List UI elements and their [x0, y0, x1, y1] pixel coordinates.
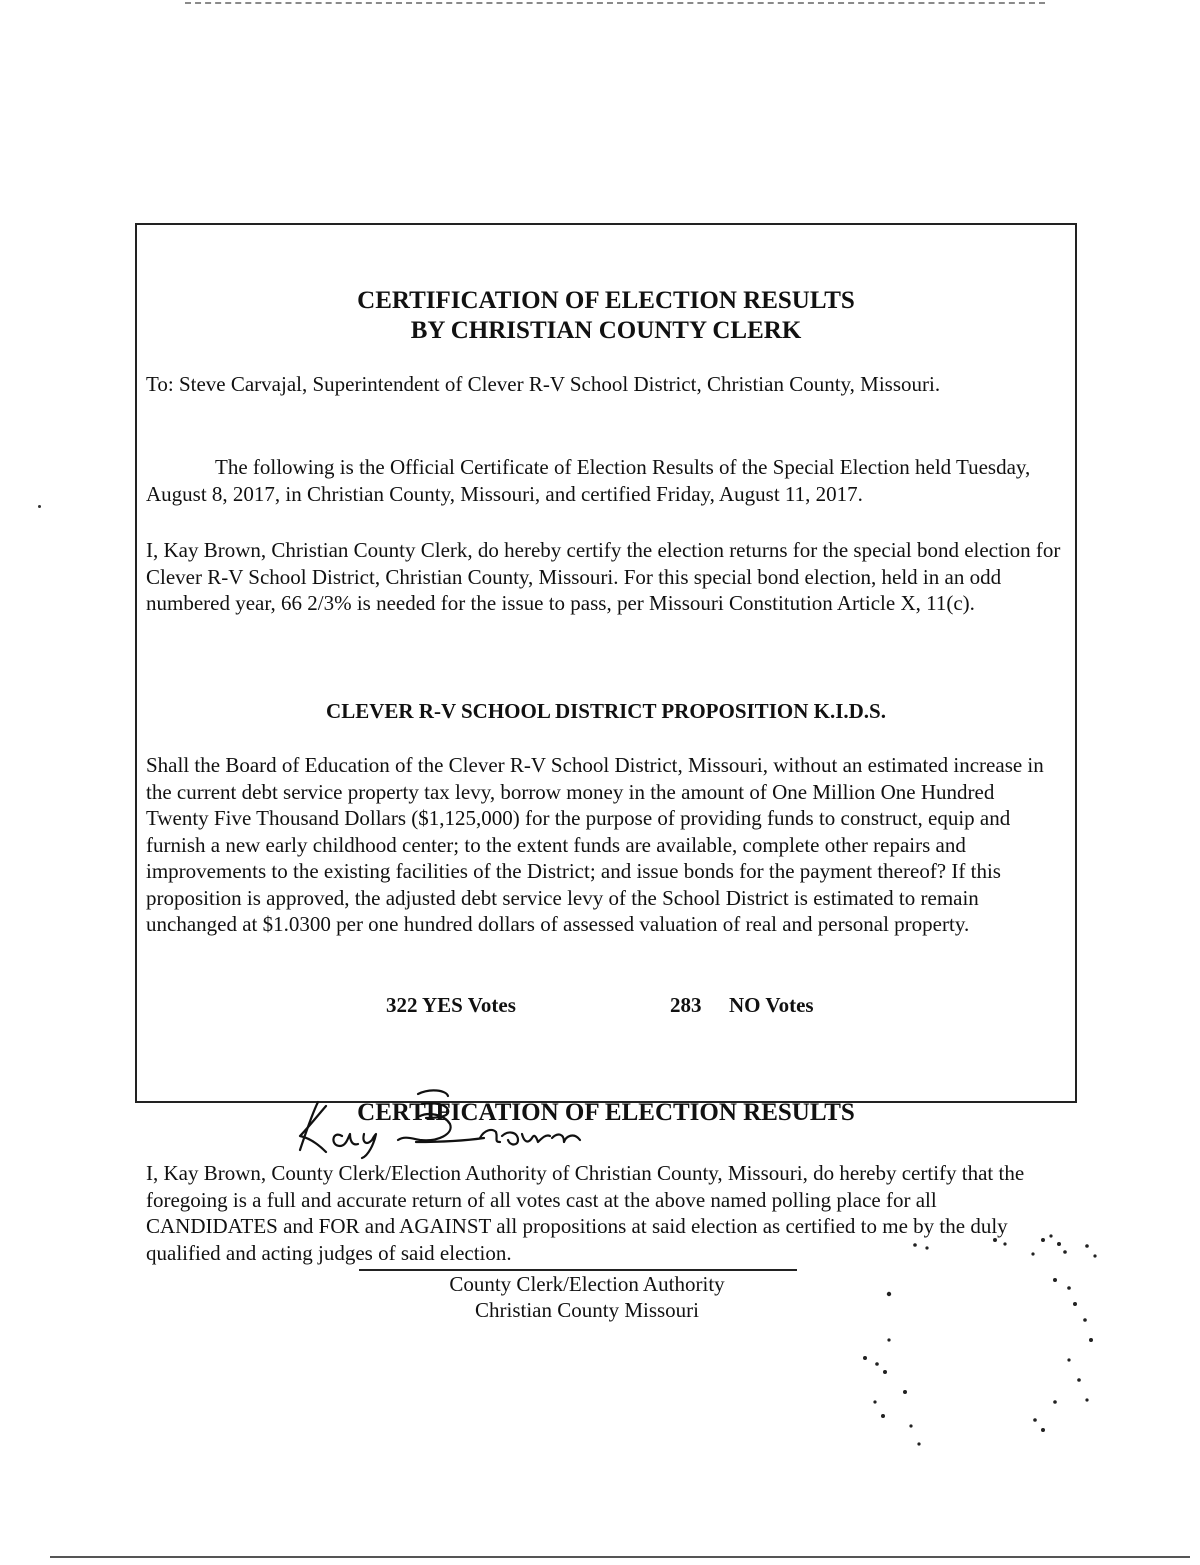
handwritten-signature: [270, 1080, 650, 1160]
embossed-seal-marks: [855, 1230, 1115, 1550]
signature-caption-title: County Clerk/Election Authority: [449, 1272, 725, 1296]
no-votes-count: 283: [670, 993, 702, 1017]
clerk-certification-paragraph: I, Kay Brown, Christian County Clerk, do hereby certify the election returns for the special bond election for Clever R-V School District, Christian County, Missouri. For this special bond election, held in an odd numbered year, 66 2/3% is needed for the issue to pass, per Missouri Constitution Article X, 11(c).: [146, 538, 1061, 615]
certificate-frame: [135, 223, 1077, 1322]
proposition-text: Shall the Board of Education of the Clever R-V School District, Missouri, without an estimated increase in the current debt service property tax levy, borrow money in the amount of One Million One Hundred Twenty Five Thousand Dollars ($1,125,000) for the purpose of providing funds to construct, equip and furnish a new early childhood center; to the extent funds are available, complete other repairs and improvements to the existing facilities of the District; and issue bonds for the payment thereof? If this proposition is approved, the adjusted debt service levy of the School District is estimated to remain unchanged at $1.0300 per one hundred dollars of assessed valuation of real and personal property.: [146, 753, 1044, 936]
yes-votes: 322 YES Votes: [386, 993, 516, 1017]
certificate-title: CERTIFICATION OF ELECTION RESULTS: [357, 287, 855, 314]
proposition-title: CLEVER R-V SCHOOL DISTRICT PROPOSITION K.I.D.S.: [326, 699, 886, 723]
final-certification-paragraph: I, Kay Brown, County Clerk/Election Authority of Christian County, Missouri, do hereby certify that the foregoing is a full and accurate return of all votes cast at the above named polling place for all CANDIDATES and FOR and AGAINST all propositions at said election as certified to me by the duly qualified and acting judges of said election.: [146, 1161, 1025, 1265]
signature-caption-county: Christian County Missouri: [474, 1298, 700, 1322]
scan-artifact-bottom: [50, 1556, 1190, 1558]
certification-heading: CERTIFICATION OF ELECTION RESULTS: [357, 1099, 855, 1126]
scan-artifact-top: [185, 2, 1045, 4]
intro-paragraph: The following is the Official Certificate of Election Results of the Special Election held Tuesday, August 8, 2017, in Christian County, Missouri, and certified Friday, August 11, 2017.: [146, 455, 1031, 506]
no-votes-label: NO Votes: [729, 993, 814, 1017]
scan-speck: [38, 505, 41, 508]
certificate-subtitle: BY CHRISTIAN COUNTY CLERK: [410, 317, 802, 344]
addressee-line: To: Steve Carvajal, Superintendent of Clever R-V School District, Christian County, Missouri.: [146, 372, 941, 396]
